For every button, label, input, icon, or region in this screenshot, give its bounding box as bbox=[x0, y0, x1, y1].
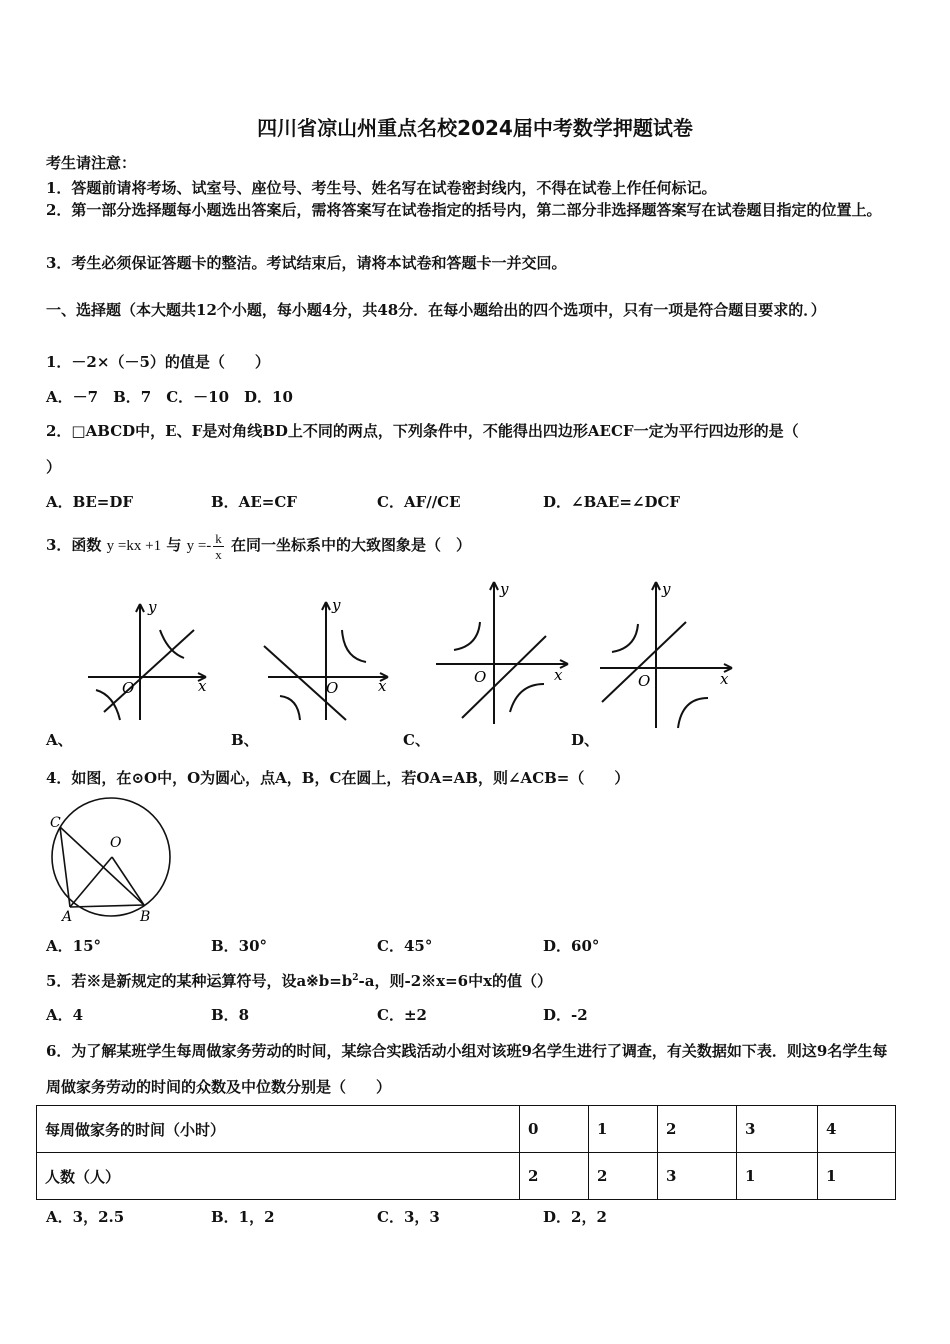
q5-option-c: C．±2 bbox=[377, 1006, 427, 1024]
segment-ao bbox=[70, 857, 112, 907]
q6-option-d: D．2，2 bbox=[543, 1208, 607, 1226]
notice-item-1: 1．答题前请将考场、试室号、座位号、考生号、姓名写在试卷密封线内，不得在试卷上作任何标记。 bbox=[46, 179, 717, 197]
section-heading: 一、选择题（本大题共12个小题，每小题4分，共48分．在每小题给出的四个选项中，只有一项是符合题目要求的．） bbox=[46, 301, 826, 319]
q2-option-a: A．BE=DF bbox=[46, 493, 133, 511]
q5-option-d: D．-2 bbox=[543, 1006, 588, 1024]
segment-ob bbox=[112, 857, 144, 905]
q3-fraction-num: k bbox=[215, 530, 222, 546]
notice-item-3: 3．考生必须保证答题卡的整洁。考试结束后，请将本试卷和答题卡一并交回。 bbox=[46, 254, 567, 272]
q5-stem-b: -a，则-2※x=6中x的值（） bbox=[358, 972, 553, 990]
q6-option-c: C．3，3 bbox=[377, 1208, 440, 1226]
y-label: y bbox=[332, 596, 341, 614]
hyperbola-branch-2 bbox=[678, 698, 708, 728]
origin-label: O bbox=[122, 679, 135, 697]
q5-option-b: B．8 bbox=[211, 1006, 250, 1024]
x-label: x bbox=[720, 670, 729, 688]
line-graph bbox=[602, 622, 686, 702]
table-cell: 3 bbox=[737, 1106, 818, 1153]
q6-option-b: B．1，2 bbox=[211, 1208, 275, 1226]
q3-function-1: y =kx +1 bbox=[106, 538, 162, 554]
origin-label: O bbox=[474, 668, 487, 686]
hyperbola-branch-1 bbox=[612, 624, 638, 652]
q3-graph-a bbox=[74, 590, 214, 730]
label-o: O bbox=[110, 835, 122, 851]
q1-options: A．－7 B．7 C．－10 D．10 bbox=[46, 388, 293, 406]
q3-fraction bbox=[213, 531, 224, 562]
page-title: 四川省凉山州重点名校2024届中考数学押题试卷 bbox=[257, 116, 693, 140]
table-cell: 4 bbox=[818, 1106, 896, 1153]
q4-option-d: D．60° bbox=[543, 937, 600, 955]
q3-option-a: A、 bbox=[46, 731, 73, 749]
table-cell: 2 bbox=[520, 1153, 589, 1200]
table-cell: 2 bbox=[658, 1106, 737, 1153]
segment-ab bbox=[70, 905, 144, 907]
q4-option-c: C．45° bbox=[377, 937, 433, 955]
q6-option-a: A．3，2.5 bbox=[46, 1208, 125, 1226]
q3-graph-d bbox=[596, 578, 738, 730]
q1-stem: 1．－2×（－5）的值是（ ） bbox=[46, 353, 270, 371]
q3-suffix: 在同一坐标系中的大致图象是（ ） bbox=[231, 536, 472, 554]
q2-option-c: C．AF//CE bbox=[377, 493, 461, 511]
label-a: A bbox=[62, 909, 73, 925]
q6-stem: 6．为了解某班学生每周做家务劳动的时间，某综合实践活动小组对该班9名学生进行了调查，有关数据如下表．则这9名学生每周做家务劳动的时间的众数及中位数分别是（ ） bbox=[46, 1042, 888, 1096]
q5-exponent: 2 bbox=[352, 973, 359, 983]
line-graph bbox=[104, 630, 194, 712]
table-row-label: 人数（人） bbox=[37, 1153, 520, 1200]
origin-label: O bbox=[638, 672, 651, 690]
label-c: C bbox=[50, 815, 61, 831]
q3-option-c: C、 bbox=[403, 731, 430, 749]
x-label: x bbox=[378, 677, 387, 695]
table-cell: 1 bbox=[589, 1106, 658, 1153]
q5-stem bbox=[46, 970, 552, 991]
table-row-label: 每周做家务的时间（小时） bbox=[37, 1106, 520, 1153]
q3-mid: 与 bbox=[166, 536, 182, 554]
q4-option-a: A．15° bbox=[46, 937, 102, 955]
table-cell: 0 bbox=[520, 1106, 589, 1153]
hyperbola-branch-2 bbox=[510, 684, 544, 712]
x-label: x bbox=[554, 666, 563, 684]
q4-option-b: B．30° bbox=[211, 937, 268, 955]
q3-stem bbox=[46, 530, 471, 562]
q3-prefix: 3．函数 bbox=[46, 536, 102, 554]
y-label: y bbox=[500, 580, 509, 598]
q2-option-d: D．∠BAE=∠DCF bbox=[543, 493, 681, 511]
q4-circle-figure bbox=[44, 795, 178, 925]
table-cell: 1 bbox=[737, 1153, 818, 1200]
q2-stem: 2．□ABCD中，E、F是对角线BD上不同的两点，下列条件中，不能得出四边形AECF一定为平行四边形的是（ bbox=[46, 422, 799, 440]
q2-stem-end: ） bbox=[46, 458, 62, 476]
label-b: B bbox=[140, 909, 151, 925]
q5-stem-a: 5．若※是新规定的某种运算符号，设a※b=b bbox=[46, 972, 353, 990]
y-label: y bbox=[148, 598, 157, 616]
hyperbola-branch-2 bbox=[96, 690, 120, 720]
hyperbola-branch-1 bbox=[342, 630, 366, 662]
table-row bbox=[37, 1153, 896, 1200]
table-cell: 2 bbox=[589, 1153, 658, 1200]
q3-graph-c bbox=[432, 578, 572, 726]
y-label: y bbox=[662, 580, 671, 598]
hyperbola-branch-2 bbox=[280, 696, 300, 720]
q3-graph-b bbox=[260, 590, 400, 730]
q3-fraction-den: x bbox=[215, 546, 222, 562]
origin-label: O bbox=[326, 679, 339, 697]
hyperbola-branch-1 bbox=[454, 622, 480, 650]
segment-cb bbox=[60, 827, 144, 905]
q3-function-2-lhs: y =- bbox=[186, 538, 212, 554]
x-label: x bbox=[198, 677, 207, 695]
q3-option-b: B、 bbox=[231, 731, 259, 749]
q2-option-b: B．AE=CF bbox=[211, 493, 297, 511]
notice-item-2: 2．第一部分选择题每小题选出答案后，需将答案写在试卷指定的括号内，第二部分非选择题答案写在试卷题目指定的位置上。 bbox=[46, 201, 882, 219]
notice-heading: 考生请注意： bbox=[46, 154, 137, 172]
q4-stem: 4．如图，在⊙O中，O为圆心，点A，B，C在圆上，若OA=AB，则∠ACB=（ ） bbox=[46, 769, 630, 787]
hyperbola-branch-1 bbox=[160, 630, 184, 658]
q3-option-d: D、 bbox=[571, 731, 600, 749]
table-row bbox=[37, 1106, 896, 1153]
table-cell: 3 bbox=[658, 1153, 737, 1200]
table-cell: 1 bbox=[818, 1153, 896, 1200]
q5-option-a: A．4 bbox=[46, 1006, 84, 1024]
q6-table bbox=[36, 1105, 896, 1200]
